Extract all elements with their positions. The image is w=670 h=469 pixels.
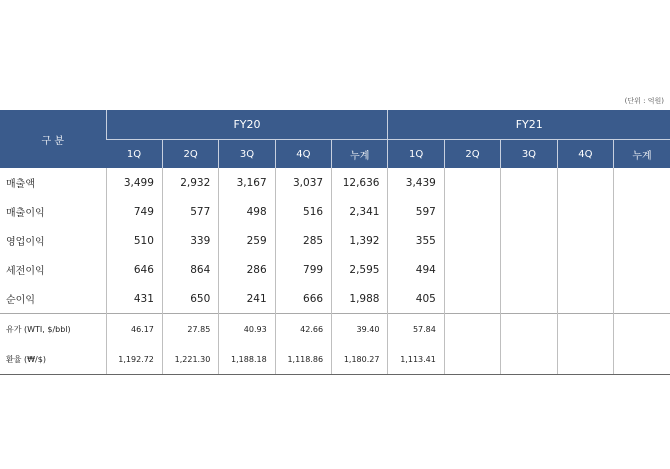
- table-cell: [557, 168, 613, 197]
- row-label: 세전이익: [6, 266, 45, 277]
- table-cell: 1,988: [332, 284, 388, 314]
- table-cell: 46.17: [106, 314, 162, 345]
- table-cell: 749: [106, 197, 162, 226]
- table-cell: 1,118.86: [275, 344, 331, 375]
- column-header: 4Q: [275, 140, 331, 169]
- column-header: 누계: [614, 140, 670, 169]
- table-cell: [501, 197, 557, 226]
- table-cell: 259: [219, 226, 275, 255]
- table-cell: 286: [219, 255, 275, 284]
- table-cell: [557, 255, 613, 284]
- table-cell: [501, 344, 557, 375]
- table-cell: 39.40: [332, 314, 388, 345]
- column-header: 2Q: [162, 140, 218, 169]
- table-cell: 3,499: [106, 168, 162, 197]
- table-cell: 2,595: [332, 255, 388, 284]
- table-row: [0, 255, 670, 284]
- table-cell: [501, 314, 557, 345]
- table-cell: [614, 255, 670, 284]
- table-cell: [444, 197, 500, 226]
- table-cell: [614, 226, 670, 255]
- row-label: 매출액: [6, 179, 35, 190]
- table-cell: 498: [219, 197, 275, 226]
- table-cell: 650: [162, 284, 218, 314]
- group-header-fy20: FY20: [106, 110, 388, 140]
- row-label: 순이익: [6, 295, 35, 306]
- table-cell: [444, 344, 500, 375]
- table-cell: 1,180.27: [332, 344, 388, 375]
- table-cell: 431: [106, 284, 162, 314]
- group-header-fy21: FY21: [388, 110, 670, 140]
- table-cell: 646: [106, 255, 162, 284]
- financial-table: [0, 110, 670, 375]
- table-cell: 864: [162, 255, 218, 284]
- table-cell: [557, 284, 613, 314]
- table-cell: 57.84: [388, 314, 444, 345]
- table-cell: [614, 284, 670, 314]
- table-cell: [614, 344, 670, 375]
- table-cell: 3,167: [219, 168, 275, 197]
- row-label: 영업이익: [6, 237, 45, 248]
- column-header: 1Q: [106, 140, 162, 169]
- table-cell: [614, 168, 670, 197]
- column-header: 누계: [332, 140, 388, 169]
- table-cell: 516: [275, 197, 331, 226]
- table-cell: 799: [275, 255, 331, 284]
- column-header: 4Q: [557, 140, 613, 169]
- table-cell: [444, 255, 500, 284]
- table-cell: [557, 314, 613, 345]
- unit-note: (단위 : 억원): [624, 97, 664, 105]
- table-cell: 1,188.18: [219, 344, 275, 375]
- table-cell: 241: [219, 284, 275, 314]
- column-header: 3Q: [501, 140, 557, 169]
- table-cell: 355: [388, 226, 444, 255]
- table-cell: [557, 226, 613, 255]
- column-header: 1Q: [388, 140, 444, 169]
- table-cell: 494: [388, 255, 444, 284]
- table-cell: 339: [162, 226, 218, 255]
- table-cell: 285: [275, 226, 331, 255]
- column-header: 2Q: [444, 140, 500, 169]
- table-cell: 597: [388, 197, 444, 226]
- table-cell: 2,341: [332, 197, 388, 226]
- table-row: [0, 168, 670, 197]
- table-cell: 2,932: [162, 168, 218, 197]
- table-cell: 405: [388, 284, 444, 314]
- table-row: [0, 284, 670, 314]
- row-label: 환율 (₩/$): [0, 344, 106, 375]
- table-cell: [501, 255, 557, 284]
- table-cell: [614, 197, 670, 226]
- table-cell: 1,392: [332, 226, 388, 255]
- table-cell: 3,439: [388, 168, 444, 197]
- table-cell: [614, 314, 670, 345]
- header-group-row: [0, 110, 670, 140]
- table-cell: 666: [275, 284, 331, 314]
- table-cell: 1,192.72: [106, 344, 162, 375]
- table-cell: 27.85: [162, 314, 218, 345]
- table-cell: 12,636: [332, 168, 388, 197]
- table-cell: 1,221.30: [162, 344, 218, 375]
- table-cell: [501, 284, 557, 314]
- table-cell: [444, 226, 500, 255]
- table-row: [0, 226, 670, 255]
- fx-row: [0, 314, 670, 345]
- row-label: 유가 (WTI, $/bbl): [0, 314, 106, 345]
- table-cell: [501, 168, 557, 197]
- table-cell: 3,037: [275, 168, 331, 197]
- table-cell: 510: [106, 226, 162, 255]
- table-cell: 40.93: [219, 314, 275, 345]
- table-body: [0, 168, 670, 375]
- table-cell: 1,113.41: [388, 344, 444, 375]
- table-cell: [444, 284, 500, 314]
- table-cell: [557, 197, 613, 226]
- table-cell: 42.66: [275, 314, 331, 345]
- fx-row: [0, 344, 670, 375]
- column-header: 3Q: [219, 140, 275, 169]
- table-cell: [501, 226, 557, 255]
- row-label: 매출이익: [6, 208, 45, 219]
- table-row: [0, 197, 670, 226]
- table-cell: [557, 344, 613, 375]
- table-cell: [444, 168, 500, 197]
- table-cell: 577: [162, 197, 218, 226]
- table-cell: [444, 314, 500, 345]
- row-label-header: 구 분: [0, 110, 106, 168]
